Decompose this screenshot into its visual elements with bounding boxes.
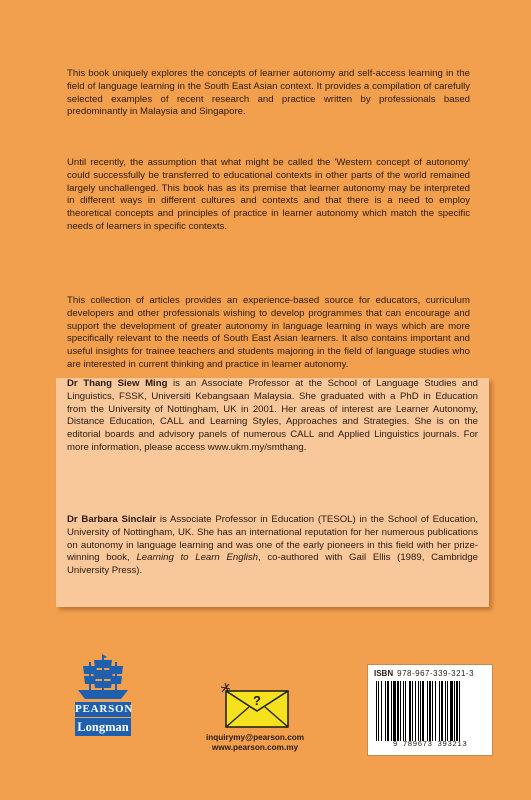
author-bio-thang-text: is an Associate Professor at the School of Language Studies and Linguistics, FSSK, Universiti Kebangsaan Malaysia. She graduated with a PhD in Education from the University of Nottingham, UK in 2001. Her areas of interest are Learner Autonomy, Distance Education, CALL and Learning Styles, Approaches and Strategies. She is on the editorial boards and advisory panels of numerous CALL and Applied Linguistics journals. For more information, please access www.ukm.my/smthang. <box>67 378 478 453</box>
description-paragraph-3: This collection of articles provides an experience-based source for educators, curriculum developers and other professionals wishing to develop programmes that can encourage and support the development of greater autonomy in language learning in ways which are more specifically relevant to the needs of South East Asian learners. It also contains important and useful insights for trainee teachers and students majoring in the field of language studies who are interested in current thinking and practice in learner autonomy. <box>67 295 470 370</box>
author-name-sinclair: Dr Barbara Sinclair <box>67 514 157 525</box>
author-bio-sinclair-text-b: , co-authored with Gail Ellis (1989, Cambridge University Press). <box>67 552 478 577</box>
barcode-digits: 9 789673 393213 <box>392 741 468 749</box>
description-paragraph-1: This book uniquely explores the concepts of learner autonomy and self-access learning in the field of language learning in the South East Asian context. It provides a compilation of carefully selected examples of recent research and practice written by professionals based predominantly in Malaysia and Singapore. <box>67 68 470 118</box>
isbn-barcode <box>367 664 493 756</box>
author-name-thang: Dr Thang Siew Ming <box>67 378 168 389</box>
book-title: Learning to Learn English <box>136 552 258 564</box>
envelope-icon <box>219 681 291 731</box>
author-bio-sinclair-text-a: is Associate Professor in Education (TESOL) in the School of Education, University of Nottingham, UK. She has an international reputation for her numerous publications on autonomy in language learning and was one of the early pioneers in this field with her prize-winning book, <box>67 514 478 564</box>
isbn-line <box>374 669 474 678</box>
isbn-label: ISBN <box>374 669 394 678</box>
author-bio-thang <box>67 378 478 455</box>
pearson-longman-logo <box>75 654 134 736</box>
contact-email[interactable]: inquirymy@pearson.com <box>205 733 305 742</box>
ship-logo-icon <box>75 654 131 700</box>
isbn-number: 978-967-339-321-3 <box>397 669 475 678</box>
svg-text:?: ? <box>253 693 261 708</box>
author-bio-sinclair <box>67 514 478 578</box>
author-bio-box <box>56 378 489 607</box>
pearson-wordmark: PEARSON <box>75 703 134 715</box>
description-paragraph-2: Until recently, the assumption that what might be called the 'Western concept of autonomy' could successfully be transferred to educational contexts in other parts of the world remained largely unchallenged. This book has as its premise that learner autonomy may be interpreted in different ways in different cultures and contexts and that there is a need to employ theoretical concepts and principles of practice in learner autonomy which match the specific needs of learners in specific contexts. <box>67 157 470 232</box>
barcode-bars <box>376 681 484 741</box>
longman-wordmark: Longman <box>75 718 131 736</box>
publisher-contact <box>190 733 320 752</box>
contact-website[interactable]: www.pearson.com.my <box>211 742 299 752</box>
